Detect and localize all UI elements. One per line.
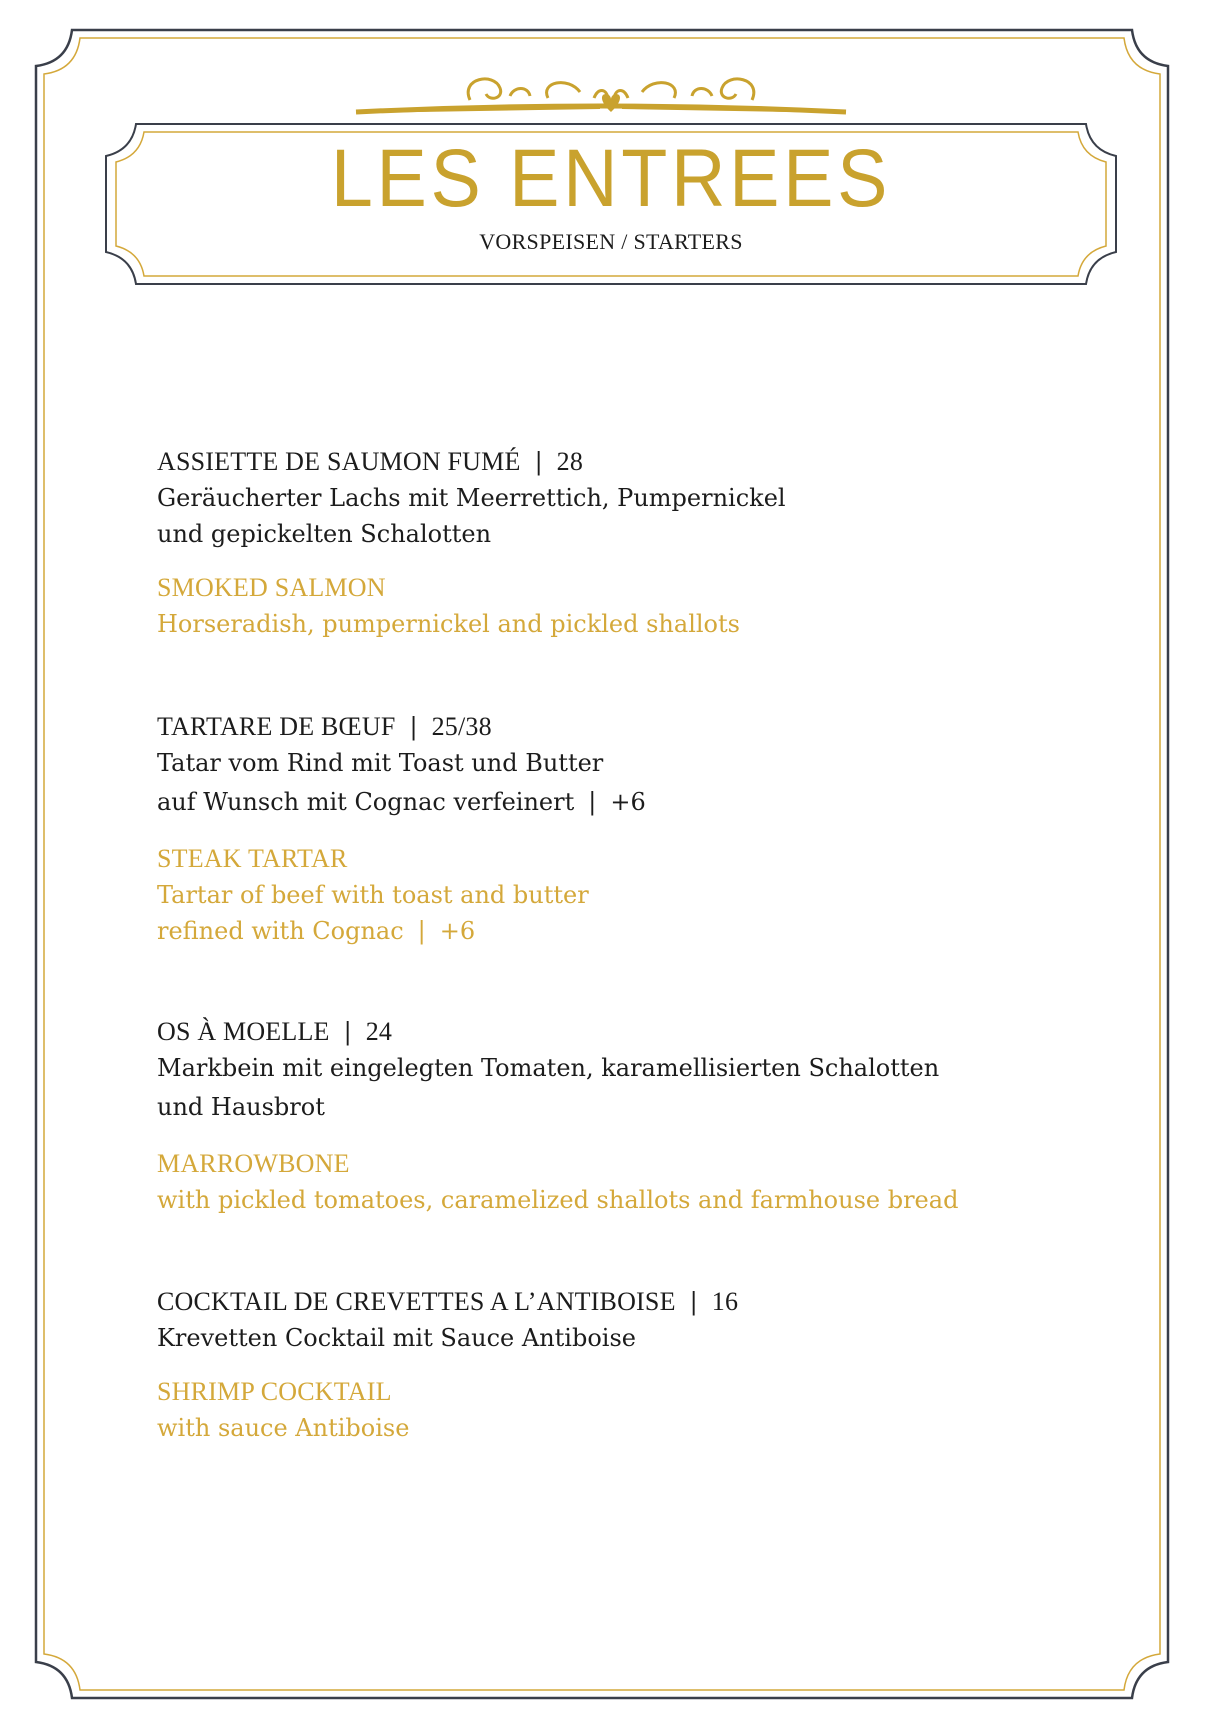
menu-item-marrowbone [157,1014,1057,1218]
page-title: LES ENTREES [330,133,892,224]
item-name: COCKTAIL DE CREVETTES A L’ANTIBOISE [157,1287,676,1316]
separator: | [417,917,426,945]
item-extra-price: +6 [610,788,646,816]
separator: | [409,713,418,741]
item-description-en: Horseradish, pumpernickel and pickled shallots [157,610,740,638]
item-name: OS À MOELLE [157,1017,330,1046]
item-description-en: with pickled tomatoes, caramelized shallots and farmhouse bread [157,1186,959,1214]
item-price: 25/38 [431,712,492,741]
item-name-en: STEAK TARTAR [157,844,348,873]
page-subtitle: VORSPEISEN / STARTERS [479,229,743,254]
item-price: 16 [711,1287,739,1316]
ornament-flourish [356,79,846,112]
menu-item-shrimp-cocktail [157,1284,1057,1446]
item-price: 24 [365,1017,393,1046]
item-description-de: und gepickelten Schalotten [157,520,492,548]
menu-item-steak-tartar [157,709,1057,949]
item-description-en: with sauce Antiboise [157,1414,410,1442]
item-name-en: MARROWBONE [157,1149,350,1178]
item-description-en: Tartar of beef with toast and butter [157,881,589,909]
item-description-en: refined with Cognac [157,917,404,945]
item-name-en: SMOKED SALMON [157,573,386,602]
item-description-de: auf Wunsch mit Cognac verfeinert [157,788,575,816]
separator: | [343,1018,352,1046]
item-description-de: Markbein mit eingelegten Tomaten, karamellisierten Schalotten [157,1054,940,1082]
item-extra-price-en: +6 [439,917,476,945]
separator: | [689,1288,698,1316]
heart-ornament [602,94,620,112]
item-description-de: Tatar vom Rind mit Toast und Butter [157,749,604,777]
item-name-en: SHRIMP COCKTAIL [157,1377,392,1406]
separator: | [534,448,543,476]
item-description-de: und Hausbrot [157,1093,325,1121]
separator: | [588,788,597,816]
item-price: 28 [556,447,584,476]
item-description-de: Krevetten Cocktail mit Sauce Antiboise [157,1324,636,1352]
item-name: ASSIETTE DE SAUMON FUMÉ [157,447,521,476]
item-name: TARTARE DE BŒUF [157,712,396,741]
menu-item-smoked-salmon [157,444,1057,642]
item-description-de: Geräucherter Lachs mit Meerrettich, Pumpernickel [157,484,786,512]
